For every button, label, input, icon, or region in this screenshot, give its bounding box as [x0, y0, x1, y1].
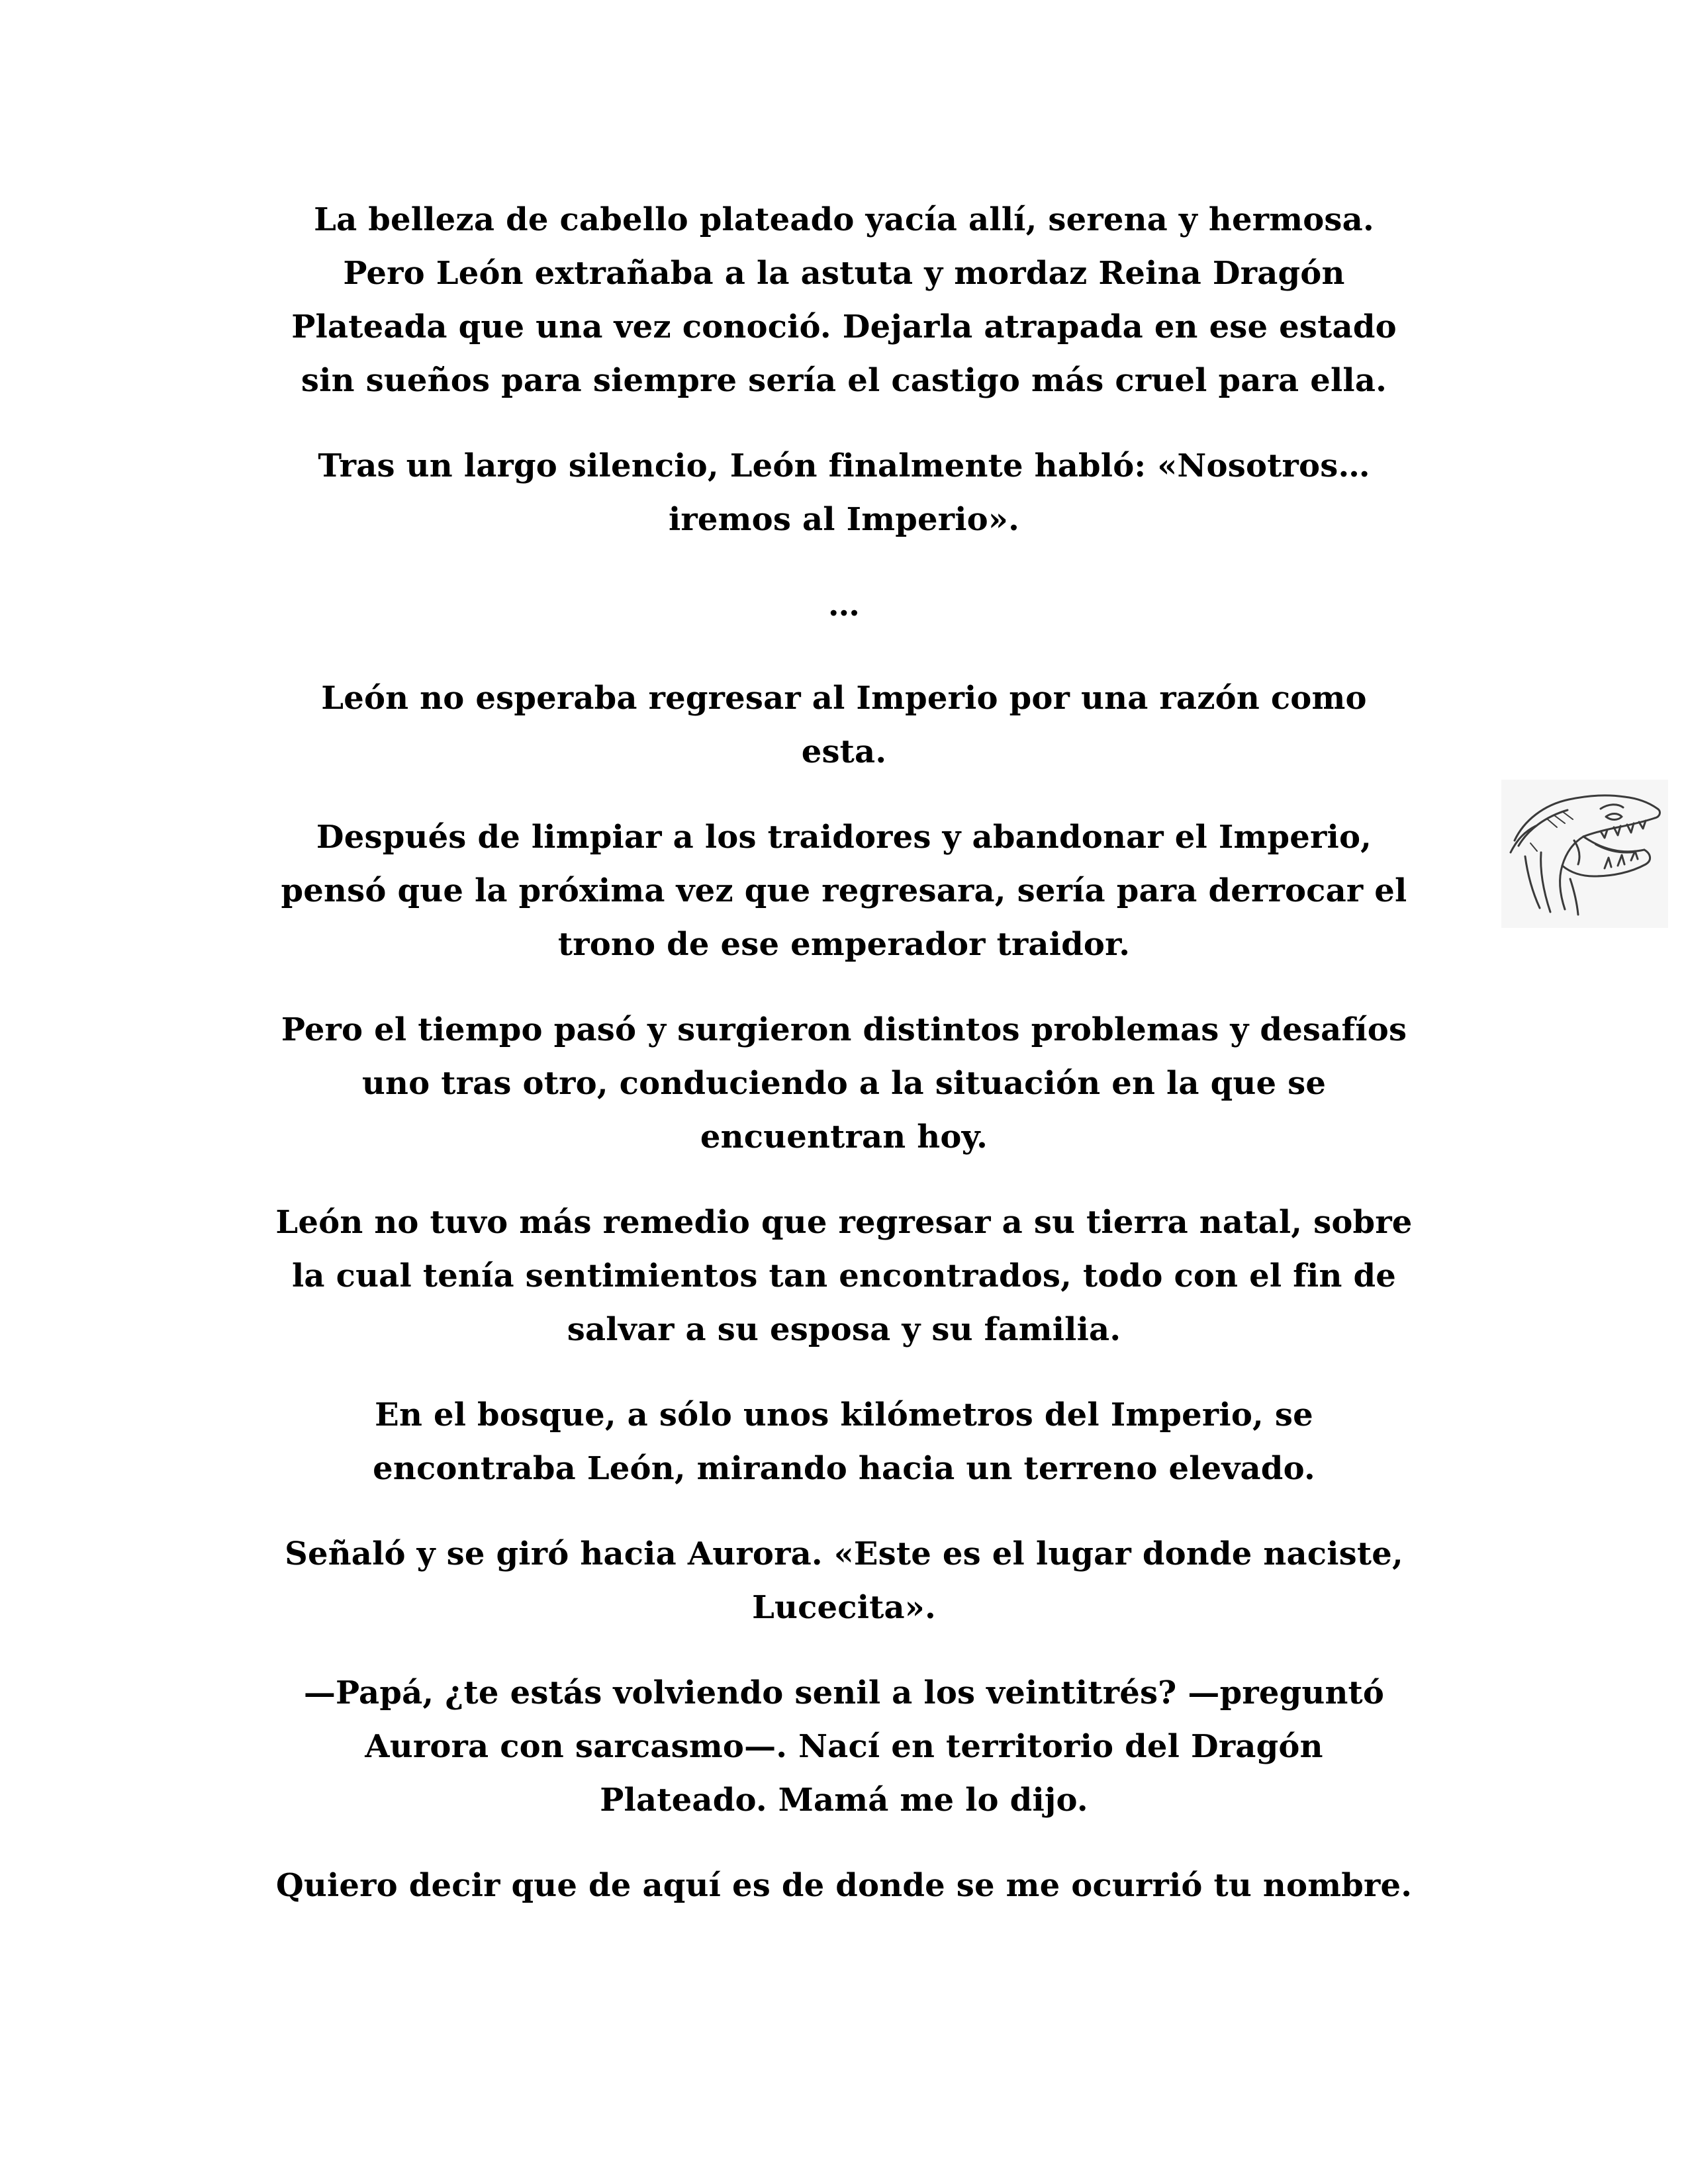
paragraph: Tras un largo silencio, León finalmente habló: «Nosotros… iremos al Imperio».	[318, 447, 1370, 538]
paragraph: La belleza de cabello plateado yacía allí, serena y hermosa. Pero León extrañaba a la astuta y mordaz Reina Dragón Plateada que una vez conoció. Dejarla atrapada en ese estado sin sueños para siempre sería el castigo más cruel para ella.	[291, 201, 1397, 399]
dragon-head-sketch-icon	[1501, 780, 1668, 928]
paragraph: Pero el tiempo pasó y surgieron distintos problemas y desafíos uno tras otro, conduciendo a la situación en la que se encuentran hoy.	[281, 1011, 1407, 1156]
story-text	[225, 193, 1463, 1944]
paragraph: Señaló y se giró hacia Aurora. «Este es el lugar donde naciste, Lucecita».	[285, 1535, 1403, 1626]
paragraph: En el bosque, a sólo unos kilómetros del Imperio, se encontraba León, mirando hacia un terreno elevado.	[373, 1396, 1315, 1487]
scene-break: …	[827, 586, 861, 623]
paragraph: Después de limpiar a los traidores y abandonar el Imperio, pensó que la próxima vez que regresara, sería para derrocar el trono de ese emperador traidor.	[281, 819, 1407, 963]
paragraph: Quiero decir que de aquí es de donde se me ocurrió tu nombre.	[275, 1867, 1413, 1904]
paragraph: León no tuvo más remedio que regresar a su tierra natal, sobre la cual tenía sentimientos tan encontrados, todo con el fin de salvar a su esposa y su familia.	[275, 1204, 1413, 1348]
paragraph: León no esperaba regresar al Imperio por una razón como esta.	[321, 680, 1367, 770]
paragraph: —Papá, ¿te estás volviendo senil a los veintitrés? —preguntó Aurora con sarcasmo—. Nací en territorio del Dragón Plateado. Mamá me lo dijo.	[303, 1674, 1385, 1819]
